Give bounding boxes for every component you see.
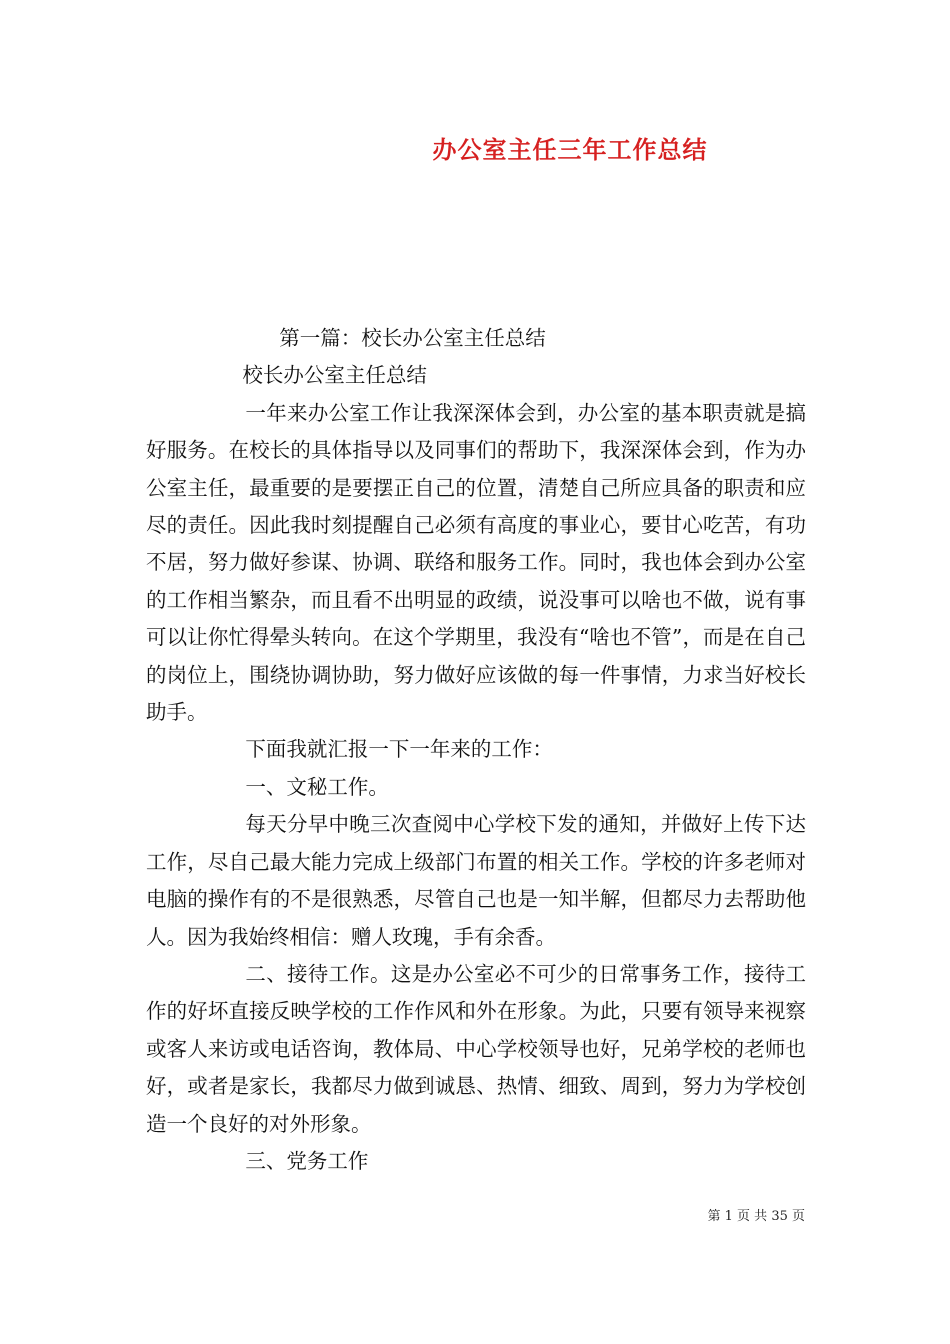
- paragraph-reception-work: 二、接待工作。这是办公室必不可少的日常事务工作，接待工作的好坏直接反映学校的工作作风和外在形象。为此，只要有领导来视察或客人来访或电话咨询，教体局、中心学校领导也好，兄弟学校的老师也好，或者是家长，我都尽力做到诚恳、热情、细致、周到，努力为学校创造一个良好的对外形象。: [146, 961, 806, 1136]
- paragraph-secretarial-heading: 一、文秘工作。: [245, 774, 389, 799]
- paragraph-party-heading: 三、党务工作: [245, 1148, 369, 1173]
- paragraph-report-lead: 下面我就汇报一下一年来的工作：: [245, 737, 553, 762]
- chapter-heading: 第一篇：校长办公室主任总结: [279, 326, 546, 350]
- document-body: [146, 320, 806, 1180]
- paragraph-intro: 一年来办公室工作让我深深体会到，办公室的基本职责就是搞好服务。在校长的具体指导以及同事们的帮助下，我深深体会到，作为办公室主任，最重要的是要摆正自己的位置，清楚自己所应具备的职责和应尽的责任。因此我时刻提醒自己必须有高度的事业心，要甘心吃苦，有功不居，努力做好参谋、协调、联络和服务工作。同时，我也体会到办公室的工作相当繁杂，而且看不出明显的政绩，说没事可以啥也不做，说有事可以让你忙得晕头转向。在这个学期里，我没有“啥也不管”，而是在自己的岗位上，围绕协调协助，努力做好应该做的每一件事情，力求当好校长助手。: [146, 400, 806, 725]
- page-footer: 第 1 页 共 35 页: [707, 1209, 805, 1224]
- section-heading: 校长办公室主任总结: [242, 363, 427, 388]
- paragraph-secretarial-work: 每天分早中晚三次查阅中心学校下发的通知，并做好上传下达工作，尽自己最大能力完成上级部门布置的相关工作。学校的许多老师对电脑的操作有的不是很熟悉，尽管自己也是一知半解，但都尽力去帮助他人。因为我始终相信：赠人玫瑰，手有余香。: [146, 812, 806, 949]
- document-title: 办公室主任三年工作总结: [432, 135, 708, 164]
